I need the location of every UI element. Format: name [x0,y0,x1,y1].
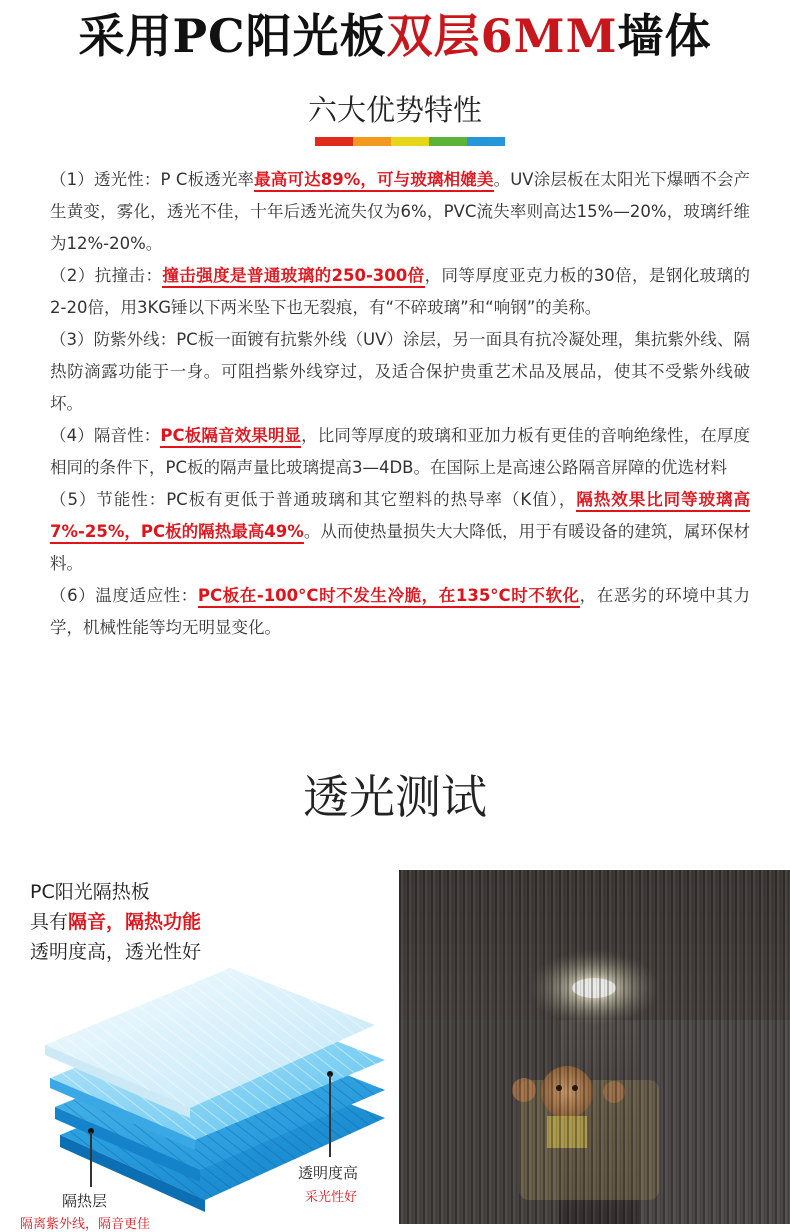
label-insulation-sub: 隔离紫外线，隔音更佳 [20,1217,151,1232]
feature-highlight: 撞击强度是普通玻璃的250-300倍 [162,266,424,288]
color-bar-segment [429,137,467,146]
color-bar-segment [353,137,391,146]
label-insulation: 隔热层 [62,1192,108,1210]
panel-line-clarity: 透明度高，透光性好 [30,941,202,963]
main-title-prefix: 采用PC阳光板 [78,9,387,63]
label-transparency-sub: 采光性好 [305,1190,358,1205]
panel-line-red: 隔音，隔热功能 [68,911,202,933]
feature-highlight: PC板隔音效果明显 [160,426,301,448]
color-bar-segment [391,137,429,146]
feature-text: （3）防紫外线：PC板一面镀有抗紫外线（UV）涂层，另一面具有抗冷凝处理，集抗紫外线、隔热防滴露功能于一身。可阻挡紫外线穿过，及适合保护贵重艺术品及展品，使其不受紫外线破坏。 [50,330,750,413]
panel-line-product: PC阳光隔热板 [30,881,150,903]
feature-list [50,164,750,644]
feature-text: ，比同等厚度的玻璃和亚加力板有更佳的音响绝缘性，在厚度相同的条件下，PC板的隔声量比玻璃提高3—4DB。在国际上是高速公路隔音屏障的优选材料 [50,426,751,477]
color-bar-segment [315,137,353,146]
feature-impact [50,260,750,324]
feature-transparency [50,164,750,260]
feature-text: （6）温度适应性： [50,586,198,605]
feature-text: ，在恶劣的环境中其力学，机械性能等均无明显变化。 [50,586,751,637]
test-section-title: 透光测试 [303,770,487,824]
color-bar [315,137,505,146]
label-transparency: 透明度高 [298,1164,359,1182]
subtitle: 六大优势特性 [307,93,482,127]
main-title [0,6,790,66]
main-title-highlight: 双层6MM [386,9,618,63]
feature-soundproof [50,420,750,484]
feature-text: （1）透光性：P C板透光率 [50,170,255,189]
main-title-suffix: 墙体 [617,9,712,63]
panel-line-text: 具有 [30,911,69,933]
feature-uv [50,324,750,420]
feature-highlight: 最高可达89%，可与玻璃相媲美 [254,170,493,192]
feature-energy [50,484,750,580]
light-test-photo [399,870,790,1224]
product-panel [0,860,390,1232]
feature-text: （4）隔音性： [50,426,161,445]
feature-highlight: 隔热效果比同等玻璃高7%-25%，PC板的隔热最高49% [50,490,750,544]
feature-text: 。从而使热量损失大大降低，用于有暖设备的建筑，属环保材料。 [50,522,751,573]
color-bar-segment [467,137,505,146]
light-test-image [399,870,790,1224]
feature-text: （5）节能性：PC板有更低于普通玻璃和其它塑料的热导率（K值）， [50,490,577,509]
feature-text: 。UV涂层板在太阳光下爆晒不会产生黄变，雾化，透光不佳，十年后透光流失仅为6%，PVC流失率则高达15%—20%，玻璃纤维为12%-20%。 [50,170,750,253]
feature-text: （2）抗撞击： [50,266,163,285]
feature-highlight: PC板在-100°C时不发生冷脆，在135°C时不软化 [198,586,580,608]
callout-line-transparency [329,1075,331,1157]
feature-temperature [50,580,750,644]
feature-text: ，同等厚度亚克力板的30倍，是钢化玻璃的2-20倍，用3KG锤以下两米坠下也无裂痕，有“不碎玻璃”和“响钢”的美称。 [50,266,751,317]
callout-line-insulation [90,1132,92,1187]
